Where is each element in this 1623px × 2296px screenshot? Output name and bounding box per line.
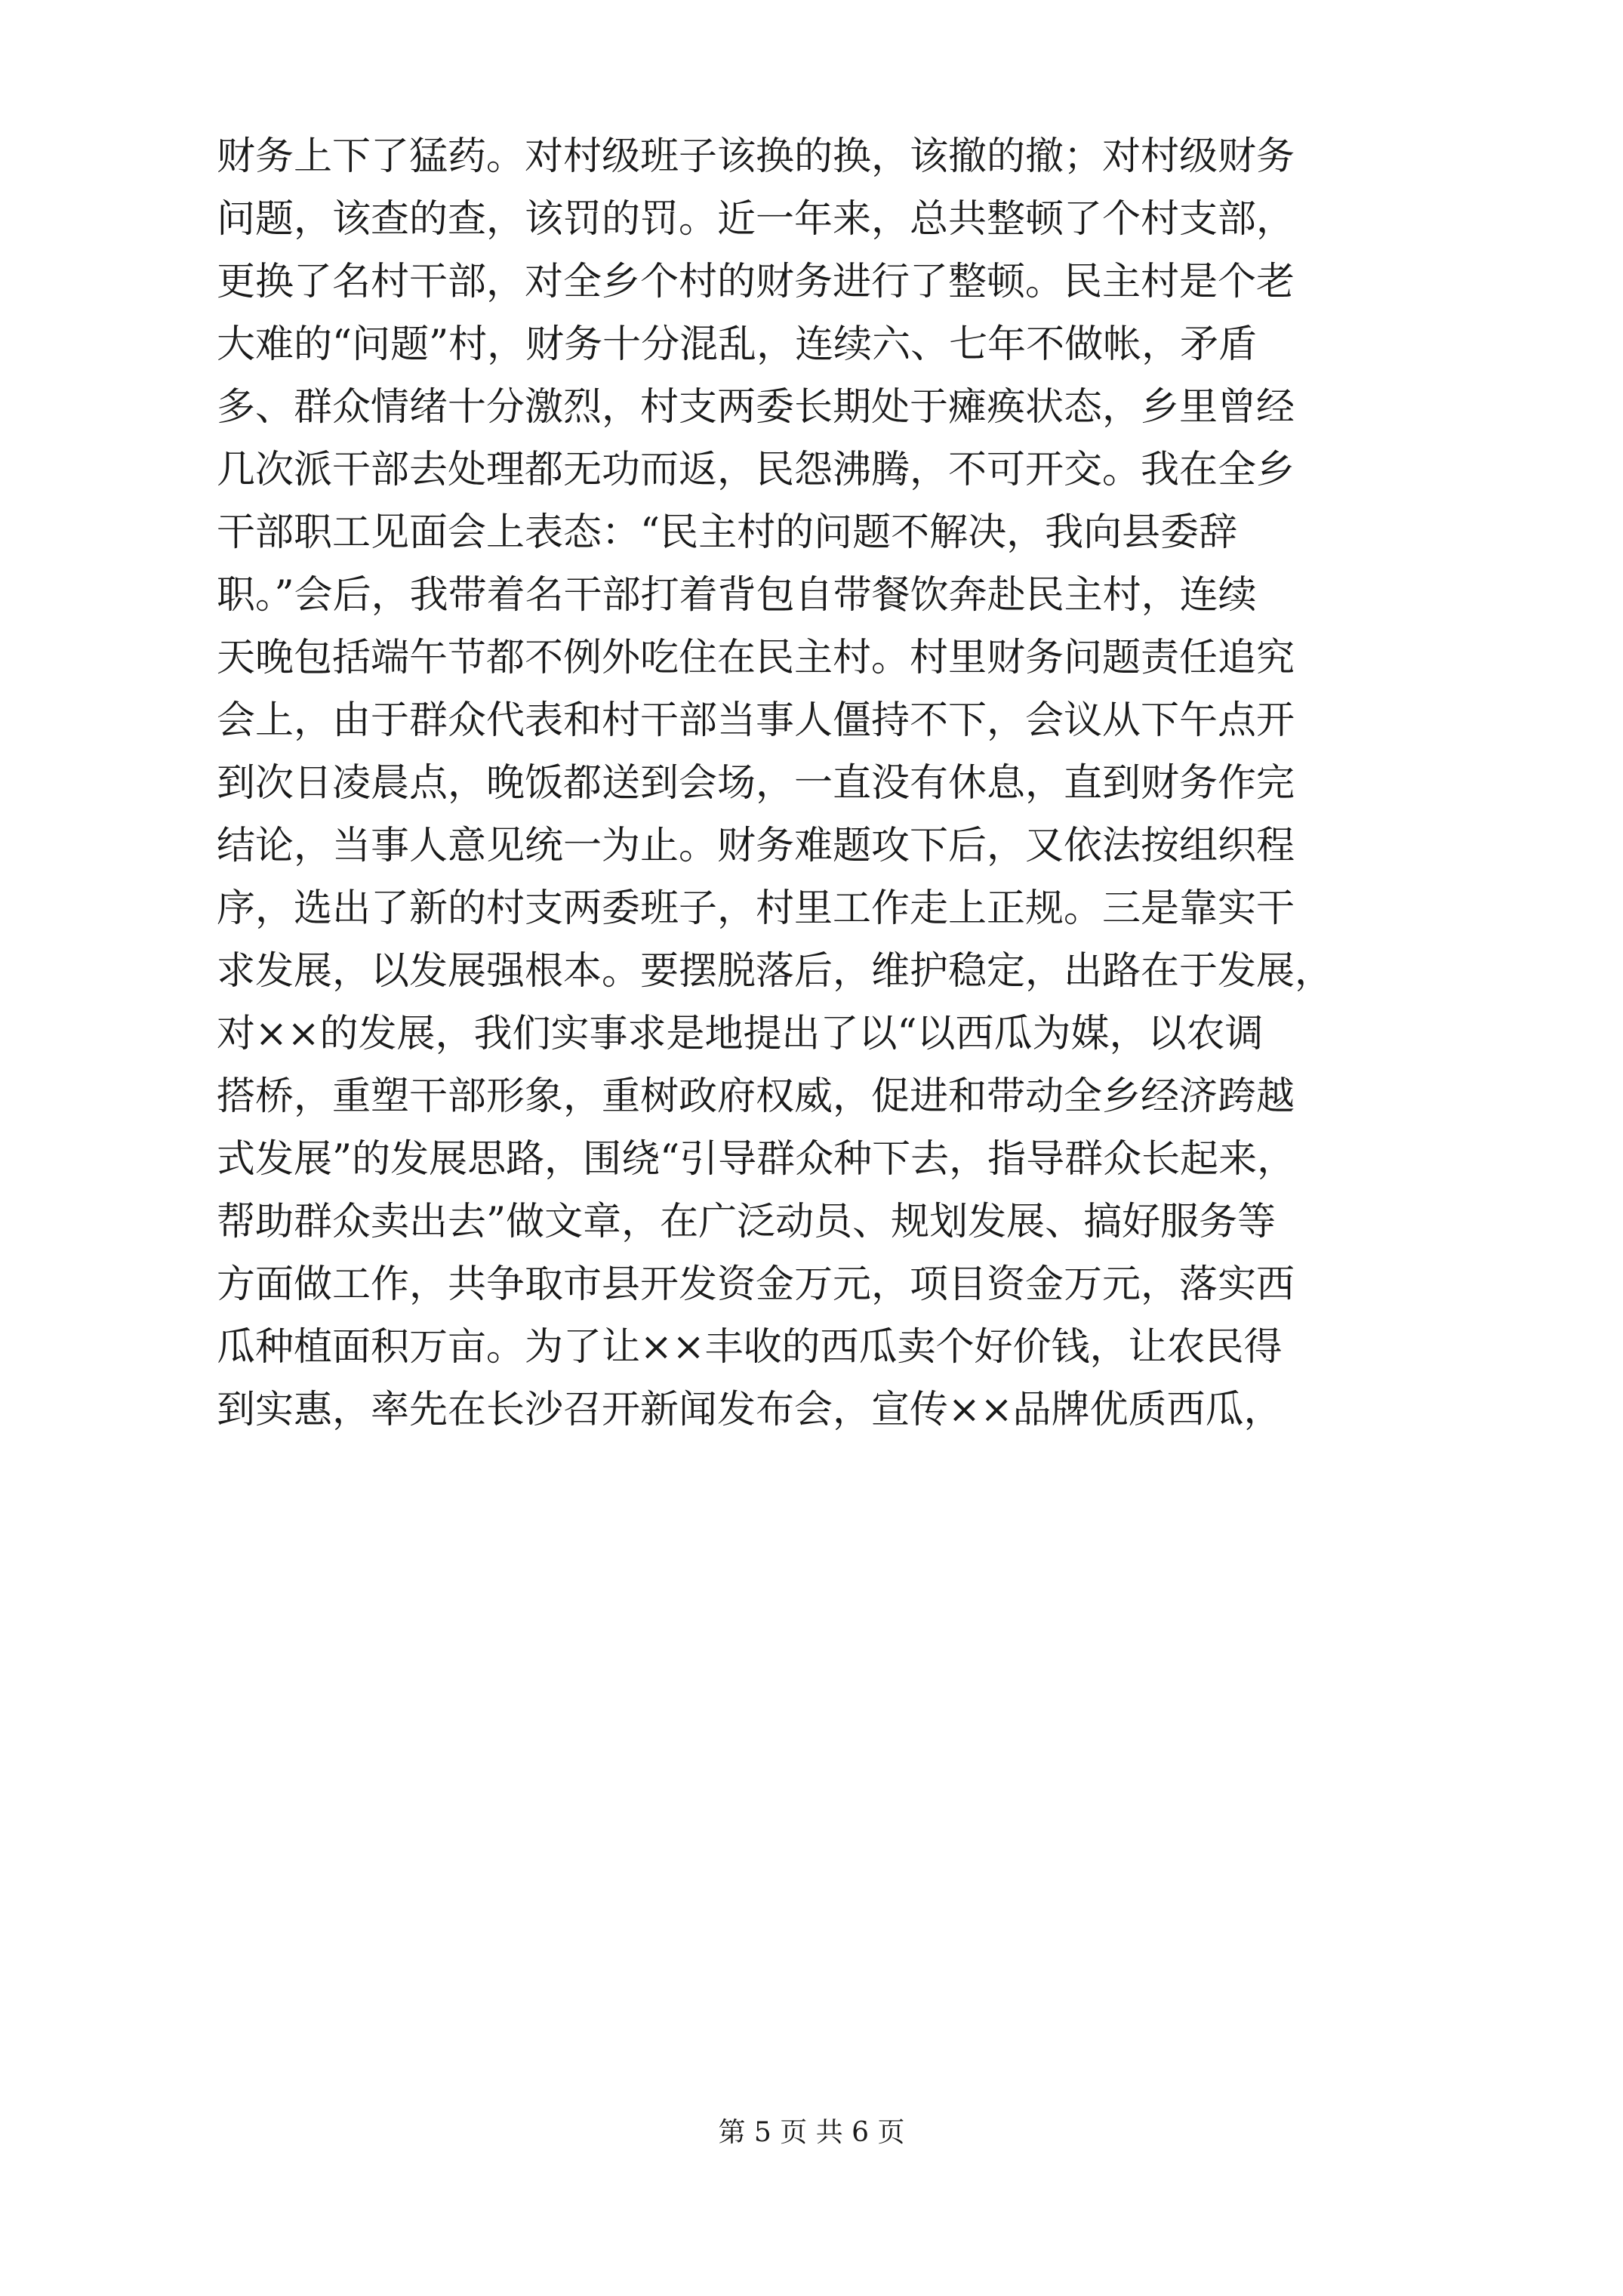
text-line: 天晚包括端午节都不例外吃住在民主村。村里财务问题责任追究 [217, 636, 1295, 680]
text-line: 多、群众情绪十分激烈，村支两委长期处于瘫痪状态，乡里曾经 [217, 385, 1295, 430]
text-line: 式发展”的发展思路，围绕“引导群众种下去，指导群众长起来， [217, 1137, 1296, 1182]
text-line: 瓜种植面积万亩。为了让××丰收的西瓜卖个好价钱，让农民得 [217, 1325, 1283, 1370]
text-line: 到次日凌晨点，晚饭都送到会场，一直没有休息，直到财务作完 [217, 761, 1295, 806]
text-line: 求发展，以发展强根本。要摆脱落后，维护稳定，出路在于发展， [217, 949, 1334, 994]
text-line: 问题，该查的查，该罚的罚。近一年来，总共整顿了个村支部， [217, 197, 1295, 242]
text-line: 财务上下了猛药。对村级班子该换的换，该撤的撤；对村级财务 [217, 134, 1295, 179]
text-line: 到实惠，率先在长沙召开新闻发布会，宣传××品牌优质西瓜， [217, 1388, 1283, 1432]
text-line: 几次派干部去处理都无功而返，民怨沸腾，不可开交。我在全乡 [217, 448, 1295, 492]
page-indicator: 第 5 页 共 6 页 [718, 2117, 905, 2148]
text-line: 大难的“问题”村，财务十分混乱，连续六、七年不做帐，矛盾 [217, 322, 1258, 367]
text-line: 对××的发展，我们实事求是地提出了以“以西瓜为媒，以农调 [217, 1012, 1264, 1056]
text-line: 帮助群众卖出去”做文章，在广泛动员、规划发展、搞好服务等 [217, 1200, 1277, 1244]
page-footer [0, 2114, 1623, 2152]
text-line: 方面做工作，共争取市县开发资金万元，项目资金万元，落实西 [217, 1262, 1295, 1307]
text-line: 会上，由于群众代表和村干部当事人僵持不下，会议从下午点开 [217, 698, 1295, 743]
text-line: 更换了名村干部，对全乡个村的财务进行了整顿。民主村是个老 [217, 260, 1295, 304]
text-line: 职。”会后，我带着名干部打着背包自带餐饮奔赴民主村，连续 [217, 573, 1257, 618]
text-line: 干部职工见面会上表态：“民主村的问题不解决，我向县委辞 [217, 510, 1238, 555]
text-line: 结论，当事人意见统一为止。财务难题攻下后，又依法按组织程 [217, 824, 1295, 868]
text-line: 序，选出了新的村支两委班子，村里工作走上正规。三是靠实干 [217, 886, 1295, 931]
text-line: 搭桥，重塑干部形象，重树政府权威，促进和带动全乡经济跨越 [217, 1074, 1295, 1119]
